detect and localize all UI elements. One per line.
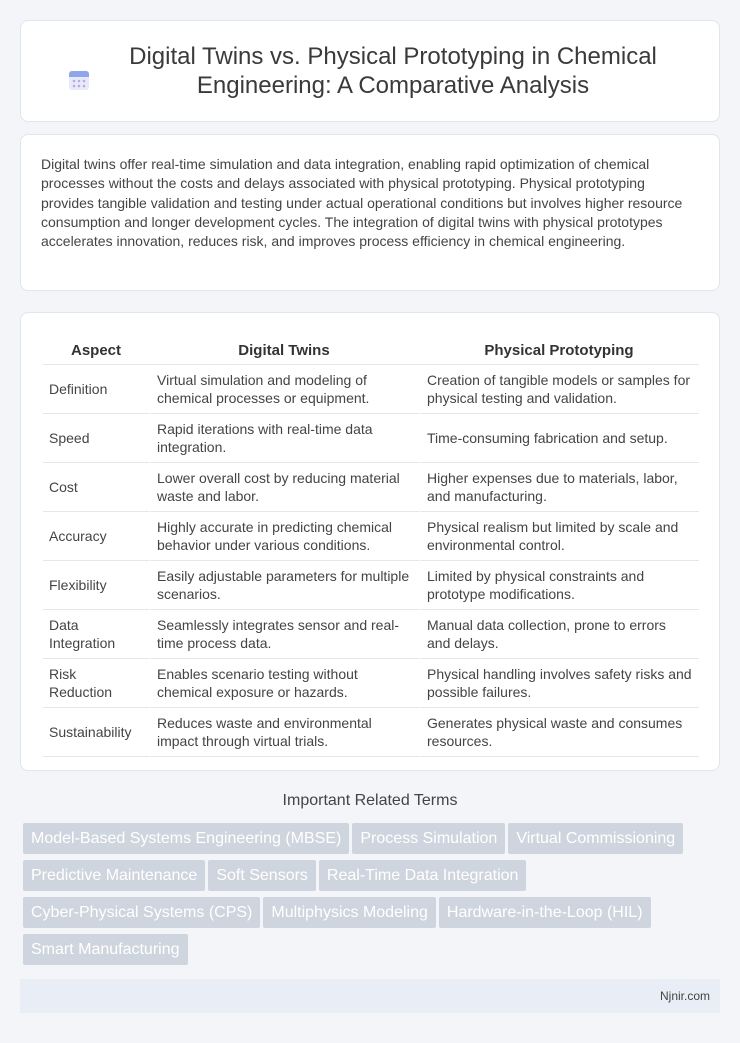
row-digital-twins: Lower overall cost by reducing material waste and labor. xyxy=(149,463,419,512)
row-physical-prototyping: Time-consuming fabrication and setup. xyxy=(419,414,699,463)
header-aspect: Aspect xyxy=(43,333,149,365)
row-aspect: Data Integration xyxy=(43,610,149,659)
row-aspect: Accuracy xyxy=(43,512,149,561)
related-term-tag[interactable]: Real-Time Data Integration xyxy=(319,860,527,891)
related-terms-list xyxy=(23,823,723,971)
title-card xyxy=(20,20,720,122)
row-digital-twins: Reduces waste and environmental impact through virtual trials. xyxy=(149,708,419,757)
related-term-tag[interactable]: Process Simulation xyxy=(352,823,505,854)
related-term-tag[interactable]: Smart Manufacturing xyxy=(23,934,188,965)
row-aspect: Cost xyxy=(43,463,149,512)
related-term-tag[interactable]: Multiphysics Modeling xyxy=(263,897,436,928)
row-digital-twins: Enables scenario testing without chemical exposure or hazards. xyxy=(149,659,419,708)
comparison-table-card xyxy=(20,312,720,771)
table-row xyxy=(43,610,699,659)
header-physical-prototyping: Physical Prototyping xyxy=(419,333,699,365)
footer xyxy=(20,979,720,1013)
row-physical-prototyping: Physical realism but limited by scale and environmental control. xyxy=(419,512,699,561)
intro-card xyxy=(20,134,720,291)
intro-paragraph: Digital twins offer real-time simulation and data integration, enabling rapid optimization of chemical processes without the costs and delays associated with physical prototyping. Physical prototyping provides tangible validation and testing under actual operational conditions but involves higher resource consumption and longer development cycles. The integration of digital twins with physical prototypes accelerates innovation, reduces risk, and improves process efficiency in chemical engineering. xyxy=(41,156,683,250)
row-physical-prototyping: Higher expenses due to materials, labor, and manufacturing. xyxy=(419,463,699,512)
table-row xyxy=(43,463,699,512)
page-title: Digital Twins vs. Physical Prototyping in Chemical Engineering: A Comparative Analysis xyxy=(129,43,657,99)
row-aspect: Speed xyxy=(43,414,149,463)
header-digital-twins: Digital Twins xyxy=(149,333,419,365)
row-digital-twins: Seamlessly integrates sensor and real-time process data. xyxy=(149,610,419,659)
row-aspect: Flexibility xyxy=(43,561,149,610)
row-aspect: Definition xyxy=(43,365,149,414)
row-physical-prototyping: Creation of tangible models or samples for physical testing and validation. xyxy=(419,365,699,414)
table-row xyxy=(43,659,699,708)
related-term-tag[interactable]: Virtual Commissioning xyxy=(508,823,683,854)
related-terms-title: Important Related Terms xyxy=(282,792,458,809)
row-digital-twins: Easily adjustable parameters for multiple scenarios. xyxy=(149,561,419,610)
related-term-tag[interactable]: Cyber-Physical Systems (CPS) xyxy=(23,897,260,928)
related-term-tag[interactable]: Predictive Maintenance xyxy=(23,860,205,891)
row-aspect: Risk Reduction xyxy=(43,659,149,708)
row-digital-twins: Highly accurate in predicting chemical behavior under various conditions. xyxy=(149,512,419,561)
table-row xyxy=(43,414,699,463)
comparison-table xyxy=(43,333,699,757)
related-term-tag[interactable]: Soft Sensors xyxy=(208,860,316,891)
related-term-tag[interactable]: Model-Based Systems Engineering (MBSE) xyxy=(23,823,349,854)
table-row xyxy=(43,512,699,561)
row-physical-prototyping: Manual data collection, prone to errors and delays. xyxy=(419,610,699,659)
row-physical-prototyping: Limited by physical constraints and prototype modifications. xyxy=(419,561,699,610)
row-physical-prototyping: Generates physical waste and consumes resources. xyxy=(419,708,699,757)
row-physical-prototyping: Physical handling involves safety risks and possible failures. xyxy=(419,659,699,708)
table-row xyxy=(43,708,699,757)
footer-site-name: Njnir.com xyxy=(659,989,710,1003)
related-term-tag[interactable]: Hardware-in-the-Loop (HIL) xyxy=(439,897,651,928)
row-digital-twins: Rapid iterations with real-time data integration. xyxy=(149,414,419,463)
table-row xyxy=(43,365,699,414)
calendar-icon xyxy=(67,68,91,92)
table-header-row xyxy=(43,333,699,365)
row-digital-twins: Virtual simulation and modeling of chemical processes or equipment. xyxy=(149,365,419,414)
table-row xyxy=(43,561,699,610)
row-aspect: Sustainability xyxy=(43,708,149,757)
title-wrap xyxy=(60,42,680,100)
